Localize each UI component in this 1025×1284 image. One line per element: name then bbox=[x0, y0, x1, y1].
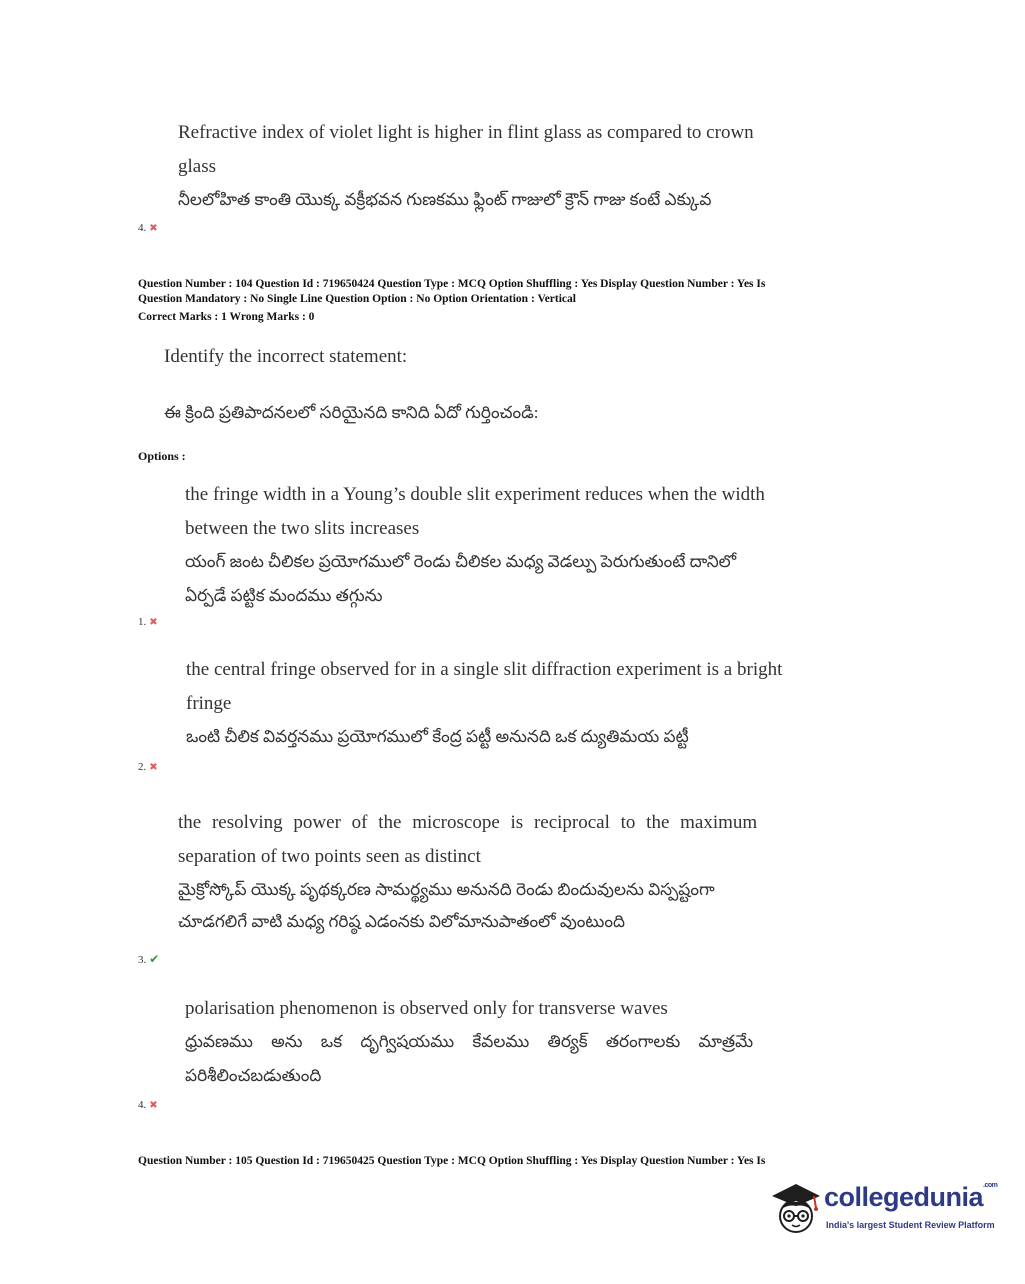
collegedunia-watermark bbox=[768, 1178, 998, 1248]
option-1-number: 1. ✖ bbox=[138, 616, 158, 628]
option-4-number: 4. ✖ bbox=[138, 1099, 158, 1111]
prev-option-te-line1: నీలలోహిత కాంతి యొక్క వక్రీభవన గుణకము ఫ్లింట్ గాజులో క్రౌన్ గాజు కంటే ఎక్కువ bbox=[178, 190, 712, 209]
option-3-te-line1: మైక్రోస్కోప్ యొక్క పృథక్కరణ సామర్థ్యము అనునది రెండు బిందువులను విస్పష్టంగా bbox=[178, 880, 715, 899]
option-2-number: 2. ✖ bbox=[138, 761, 158, 773]
watermark-brand: collegedunia$^{.com}$ bbox=[824, 1182, 998, 1212]
option-1-en-line1: the fringe width in a Young’s double slit experiment reduces when the width bbox=[185, 484, 765, 505]
question-104-meta-line2: Question Mandatory : No Single Line Question Option : No Option Orientation : Vertical bbox=[138, 293, 576, 305]
option-4-te-line2: పరిశీలించబడుతుంది bbox=[185, 1066, 322, 1085]
prev-option-en-line1: Refractive index of violet light is higher in flint glass as compared to crown bbox=[178, 122, 754, 143]
question-104-meta-line3: Correct Marks : 1 Wrong Marks : 0 bbox=[138, 311, 315, 323]
watermark-domain: .com bbox=[983, 1182, 998, 1189]
option-4-en-line1: polarisation phenomenon is observed only for transverse waves bbox=[185, 998, 668, 1019]
question-104-text-en: Identify the incorrect statement: bbox=[164, 346, 408, 367]
wrong-mark-icon: ✖ bbox=[149, 223, 158, 234]
option-1-te-line2: ఏర్పడే పట్టిక మందము తగ్గును bbox=[185, 586, 383, 605]
wrong-mark-icon: ✖ bbox=[149, 1100, 158, 1111]
option-1-te-line1: యంగ్ జంట చీలికల ప్రయోగములో రెండు చీలికల మధ్య వెడల్పు పెరుగుతుంటే దానిలో bbox=[185, 552, 737, 571]
option-3-te-line2: చూడగలిగే వాటి మధ్య గరిష్ఠ ఎడంనకు విలోమానుపాతంలో వుంటుంది bbox=[178, 912, 626, 931]
watermark-tagline: India's largest Student Review Platform bbox=[826, 1220, 995, 1230]
mascot-icon bbox=[768, 1178, 824, 1248]
option-2-te-line1: ఒంటి చీలిక వివర్తనము ప్రయోగములో కేంద్ర పట్టీ అనునది ఒక ద్యుతిమయ పట్టీ bbox=[186, 727, 689, 746]
option-2-en-line2: fringe bbox=[186, 693, 232, 714]
option-3-number: 3. ✔ bbox=[138, 952, 160, 966]
wrong-mark-icon: ✖ bbox=[149, 762, 158, 773]
question-104-meta-line1: Question Number : 104 Question Id : 719650424 Question Type : MCQ Option Shuffling : Yes Display Question Number : Yes Is bbox=[138, 278, 766, 290]
question-105-meta-line1: Question Number : 105 Question Id : 719650425 Question Type : MCQ Option Shuffling : Yes Display Question Number : Yes Is bbox=[138, 1155, 766, 1167]
question-104-text-te: ఈ క్రింది ప్రతిపాదనలలో సరియైనది కానిది ఏదో గుర్తించండి: bbox=[164, 403, 539, 422]
option-4-te-line1: ధ్రువణము అను ఒక దృగ్విషయము కేవలము తిర్యక్ తరంగాలకు మాత్రమే bbox=[185, 1032, 754, 1051]
option-3-en-line1: the resolving power of the microscope is reciprocal to the maximum bbox=[178, 812, 758, 833]
wrong-mark-icon: ✖ bbox=[149, 617, 158, 628]
option-2-en-line1: the central fringe observed for in a single slit diffraction experiment is a bright bbox=[186, 659, 783, 680]
option-3-en-line2: separation of two points seen as distinct bbox=[178, 846, 481, 867]
option-1-en-line2: between the two slits increases bbox=[185, 518, 420, 539]
prev-option-en-line2: glass bbox=[178, 156, 216, 177]
options-label: Options : bbox=[138, 449, 186, 463]
prev-option-number: 4. ✖ bbox=[138, 222, 158, 234]
correct-mark-icon: ✔ bbox=[149, 952, 160, 966]
